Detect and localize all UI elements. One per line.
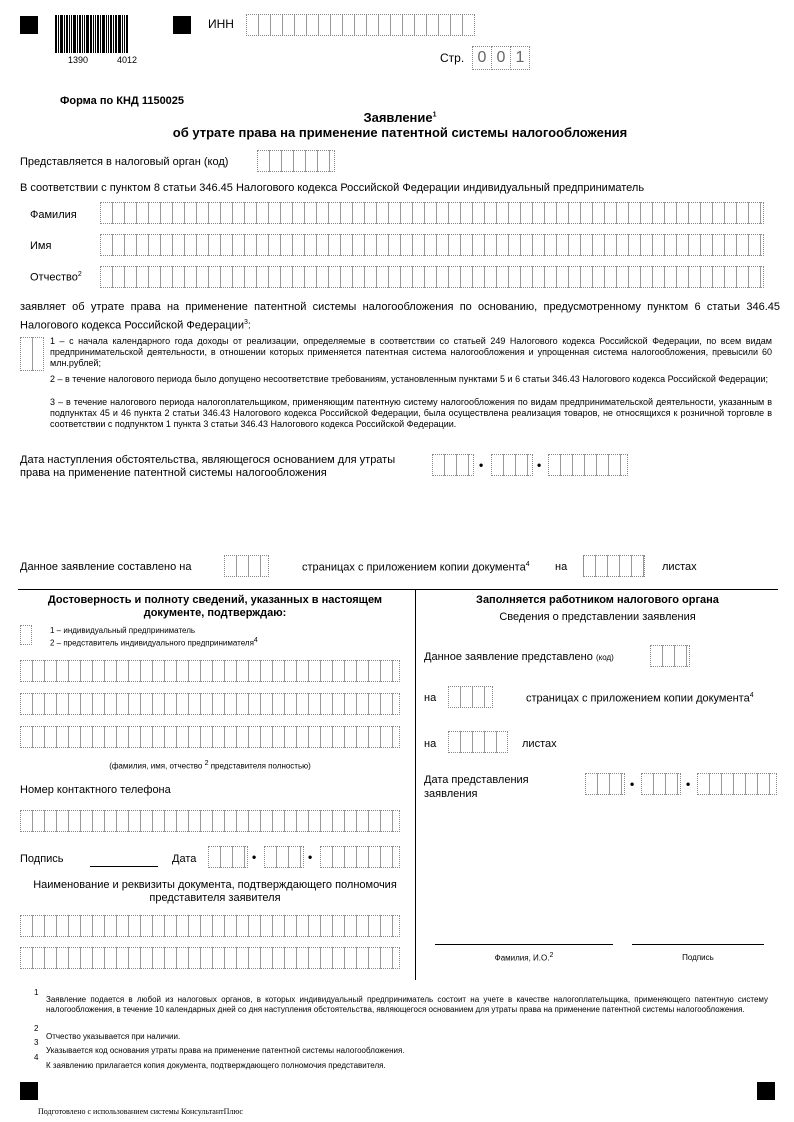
date-dot: • [479,458,484,472]
received-pages-field[interactable] [448,686,493,708]
sign-date-month[interactable] [264,846,304,868]
occurrence-date-year[interactable] [548,454,628,476]
page-digit: 0 [472,46,492,70]
signature-line[interactable] [90,866,158,867]
officer-fio-line[interactable] [435,944,613,945]
signer-type-field[interactable] [20,625,32,645]
representative-fio-line-3[interactable] [20,726,400,748]
code-label: (код) [595,653,614,662]
patronymic-label-text: Отчество [30,271,78,284]
tax-authority-label: Представляется в налоговый орган (код) [20,156,229,168]
column-divider [415,590,416,980]
occurrence-date-month[interactable] [491,454,533,476]
footnote-4: К заявлению прилагается копия документа, подтверждающего полномочия представителя. [46,1061,386,1070]
reason-1: 1 – с начала календарного года доходы от реализации, определяемые в соответствии со статьей 249 Налогового кодекса Российской Федерации, по всем видам предпринимательской деятельности, в отношении которых применяется патентная система налогообложения и упрощенная система налогообложения, превысили 60 млн.рублей; [50,336,772,368]
presented-label [424,651,614,663]
footnote-number-1: 1 [34,988,39,997]
inn-label: ИНН [208,17,234,31]
fio-caption-end: представителя полностью) [210,761,311,771]
presentation-date-year[interactable] [697,773,777,795]
sign-date-day[interactable] [208,846,248,868]
reason-2: 2 – в течение налогового периода было допущено несоответствие требованиям, установленным пунктами 5 и 6 статьи 346.43 Налогового кодекса Российской Федерации; [50,374,769,384]
signature-label: Подпись [20,853,64,865]
pages-sup: 4 [525,561,530,568]
presentation-date-label: Дата представления заявления [424,774,529,800]
authority-doc-line-1[interactable] [20,915,400,937]
patronymic-field[interactable] [100,266,764,288]
officer-sign-caption: Подпись [682,953,714,962]
barcode [55,15,143,53]
statement-text: заявляет об утрате права на применение патентной системы налогообложения по основанию, предусмотренному пунктом 6 статьи 346.45 Налогового кодекса Российской Федерации$^3$: [20,301,780,332]
surname-field[interactable] [100,202,764,224]
sheets-label: листах [662,561,697,573]
presentation-date-month[interactable] [641,773,681,795]
date-dot: • [537,458,542,472]
representative-fio-line-2[interactable] [20,693,400,715]
form-title [100,110,700,140]
authority-doc-title: Наименование и реквизиты документа, подтверждающего полномочия представителя заявителя [33,879,397,904]
corner-marker-bottom-left [20,1082,38,1100]
occurrence-date-day[interactable] [432,454,474,476]
on-label-2: на [424,738,437,750]
tax-authority-code-field[interactable] [257,150,335,172]
fio-caption-text: (фамилия, имя, отчество [109,761,203,771]
statement-body: заявляет об утрате права на применение патентной системы налогообложения по основанию, предусмотренному пунктом 6 статьи 346.45 Налогового кодекса Российской Федерации [20,301,780,332]
page-label: Стр. [440,51,465,65]
confirmation-title: Достоверность и полноту сведений, указанных в настоящем документе, подтверждаю: [47,594,383,619]
pages-label-3: на [555,561,568,573]
phone-field[interactable] [20,810,400,832]
statement-sup: 3 [243,319,248,326]
officer-fio-sup: 2 [549,952,554,959]
date-label: Дата [172,853,197,865]
signer-option-2 [50,637,258,648]
footnote-3: Указывается код основания утраты права на применение патентной системы налогообложения. [46,1046,405,1055]
patronymic-sup: 2 [77,271,82,278]
tax-officer-title: Заполняется работником налогового органа [476,594,719,606]
officer-fio-caption [435,952,613,963]
name-label: Имя [30,240,52,252]
inn-field[interactable] [246,14,475,36]
date-dot: • [308,850,313,864]
signer-option-2-sup: 4 [253,637,258,644]
received-pages-label-text: страницах с приложением копии документа [526,692,750,705]
signer-option-2-text: 2 – представитель индивидуального предпринимателя [50,638,254,648]
form-knd: Форма по КНД 1150025 [60,95,185,107]
title-line2: об утрате права на применение патентной системы налогообложения [172,125,628,140]
presentation-method-field[interactable] [650,645,690,667]
reason-code-field[interactable] [20,337,44,371]
fio-caption [20,760,400,771]
pages-label-2 [302,561,530,574]
section-divider [18,589,778,590]
received-sheets-label: листах [522,738,557,750]
date-dot: • [252,850,257,864]
tax-officer-subtitle: Сведения о представлении заявления [499,611,696,623]
fio-caption-sup: 2 [204,760,209,767]
corner-marker-bottom-right [757,1082,775,1100]
page-digit: 1 [511,46,530,70]
barcode-number-right: 4012 [117,55,138,65]
on-label: на [424,692,437,704]
sign-date-year[interactable] [320,846,400,868]
page-digit: 0 [492,46,511,70]
patronymic-label [30,271,82,284]
footnote-2: Отчество указывается при наличии. [46,1032,181,1041]
footnote-number-2: 2 [34,1024,39,1033]
authority-doc-line-2[interactable] [20,947,400,969]
footnote-number-3: 3 [34,1038,39,1047]
title-line1: Заявление [363,110,433,125]
intro-text: В соответствии с пунктом 8 статьи 346.45 Налогового кодекса Российской Федерации индивидуальный предприниматель [20,182,645,194]
received-pages-label [526,692,754,705]
reason-3: 3 – в течение налогового периода налогоплательщиком, применяющим патентную систему налогообложения по видам предпринимательской деятельности, указанным в подпунктах 45 и 46 пункта 2 статьи 346.43 Налогового кодекса Российской Федерации, была осуществлена реализация товаров, не относящихся к розничной торговле в соответствии с подпунктом 1 пункта 3 статьи 346.43 Налогового кодекса Российской Федерации. [50,397,772,429]
received-sheets-field[interactable] [448,731,508,753]
corner-marker-top-left [20,16,38,34]
name-field[interactable] [100,234,764,256]
title-sup: 1 [432,111,437,119]
presentation-date-day[interactable] [585,773,625,795]
corner-marker-top-mid [173,16,191,34]
consultant-note: Подготовлено с использованием системы КонсультантПлюс [38,1107,243,1116]
officer-signature-line[interactable] [632,944,764,945]
sheets-count-field[interactable] [583,555,645,577]
footnote-1: Заявление подается в любой из налоговых органов, в которых индивидуальный предприниматель состоит на учете в качестве налогоплательщика, применяющего патентную систему налогообложения, в течение 10 календарных дней со дня наступления обстоятельства, являющегося основанием для утраты права на применение патентной системы налогообложения. [46,995,768,1014]
pages-count-field[interactable] [224,555,269,577]
signer-option-1: 1 – индивидуальный предприниматель [50,626,196,635]
surname-label: Фамилия [30,209,77,221]
representative-fio-line-1[interactable] [20,660,400,682]
date-dot: • [686,777,691,791]
pages-label: Данное заявление составлено на [20,561,192,573]
pages-label-2-text: страницах с приложением копии документа [302,561,526,574]
page-number-field[interactable] [472,46,530,70]
occurrence-date-label: Дата наступления обстоятельства, являющегося основанием для утраты права на применение патентной системы налогообложения [20,454,396,479]
barcode-number-left: 1390 [68,55,89,65]
phone-label: Номер контактного телефона [20,784,171,796]
officer-fio-caption-text: Фамилия, И.О. [494,953,550,963]
date-dot: • [630,777,635,791]
footnote-number-4: 4 [34,1053,39,1062]
presented-label-text: Данное заявление представлено [424,651,593,663]
received-pages-sup: 4 [749,692,754,699]
